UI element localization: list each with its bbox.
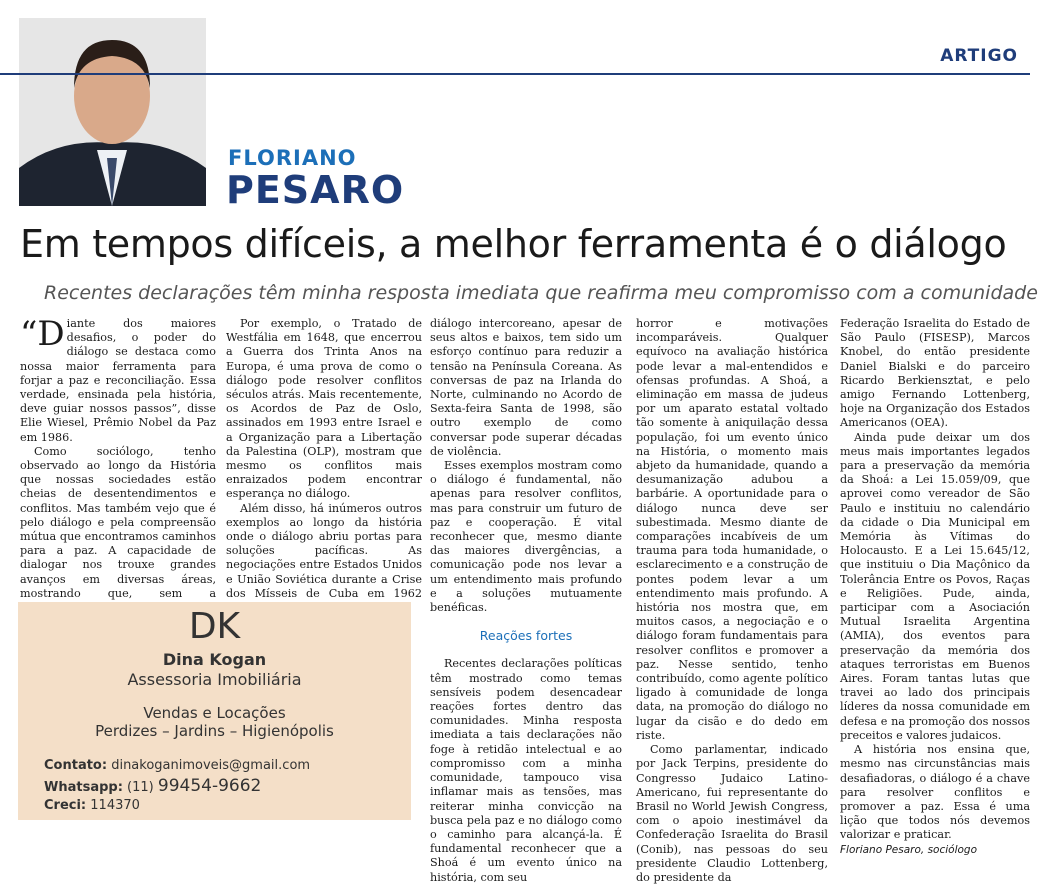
author-signature: Floriano Pesaro, sociólogo xyxy=(840,843,978,856)
ad-areas: Perdizes – Jardins – Higienópolis xyxy=(95,722,334,740)
paragraph: diálogo intercoreano, apesar de seus altos e baixos, tem sido um esforço contínuo para reduzir a tensão na Península Coreana. As conversas de paz na Irlanda do Norte, culminando no Acordo de Sexta-feira Santa de 1998, são outro exemplo de como conversar pode superar décadas de violência. xyxy=(430,317,622,458)
ad-contact xyxy=(44,758,310,773)
article-column-2 xyxy=(226,317,422,615)
article-column-5 xyxy=(840,317,1030,857)
ad-creci xyxy=(44,798,140,813)
ad-role: Assessoria Imobiliária xyxy=(127,670,302,689)
author-last-name: PESARO xyxy=(226,168,405,212)
section-label: ARTIGO xyxy=(940,46,1018,66)
paragraph: “Diante dos maiores desafios, o poder do diálogo se destaca como nossa maior ferramenta para forjar a paz e reconciliação. Essa verdade, ensinada pela história, deve guiar nossos passos”, disse Elie Wiesel, Prêmio Nobel da Paz em 1986. xyxy=(20,314,216,444)
ad-creci-label: Creci: xyxy=(44,798,87,813)
author-portrait-icon xyxy=(19,18,206,206)
article-column-1 xyxy=(20,314,216,629)
paragraph: Além disso, há inúmeros outros exemplos ao longo da história onde o diálogo abriu portas para soluções pacíficas. As negociações entre Estados Unidos e União Soviética durante a Crise dos Mísseis de Cuba em 1962 xyxy=(226,501,422,600)
article-subhead: Recentes declarações têm minha resposta imediata que reafirma meu compromisso com a comunidade xyxy=(44,282,1038,304)
paragraph: Como sociólogo, tenho observado ao longo da História que nossas sociedades estão cheias de desentendimentos e conflitos. Mas também vejo que é pelo diálogo e pela compreensão mútua que encontramos caminhos para a paz. A capacidade de dialogar nos trouxe grandes avanços em diversas áreas, mostrando que, sem a xyxy=(20,444,216,600)
ad-contact-label: Contato: xyxy=(44,758,108,773)
advertisement xyxy=(18,602,411,820)
paragraph: horror e motivações incomparáveis. Qualquer equívoco na avaliação histórica pode levar a mal-entendidos e ofensas profundas. A Shoá, a eliminação em massa de judeus por um aparato estatal voltado tão somente à aniquilação dessa população, foi um evento único na História, o momento mais abjeto da humanidade, quando a desumanização adubou a barbárie. A oportunidade para o diálogo nunca deve ser subestimada. Mesmo diante de comparações incabíveis de um trauma para toda humanidade, o esclarecimento e a construção de pontes podem levar a um entendimento mais profundo. A história nos mostra que, em muitos casos, a negociação e o diálogo foram fundamentais para resolver conflitos e promover a paz. Nesse sentido, tenho contribuído, como agente político ligado à comunidade de longa data, na promoção do diálogo no lugar da cisão e do dedo em riste. xyxy=(636,317,828,742)
paragraph: Por exemplo, o Tratado de Westfália em 1648, que encerrou a Guerra dos Trinta Anos na Europa, é uma prova de como o diálogo pode resolver conflitos séculos atrás. Mais recentemente, os Acordos de Paz de Oslo, assinados em 1993 entre Israel e a Organização para a Libertação da Palestina (OLP), mostram que mesmo os conflitos mais enraizados podem encontrar esperança no diálogo. xyxy=(226,317,422,501)
ad-whatsapp-label: Whatsapp: xyxy=(44,780,123,795)
section-rule xyxy=(0,73,1030,75)
paragraph: Recentes declarações políticas têm mostrado como temas sensíveis podem desencadear reações fortes dentro das comunidades. Minha resposta imediata a tais declarações não foge à retidão intelectual e ao compromisso com a minha comunidade, tampouco visa inflamar mais as tensões, mas reiterar minha convicção na busca pela paz e no diálogo como o caminho para alcançá-la. É fundamental reconhecer que a Shoá é um evento único na história, com seu xyxy=(430,657,622,884)
author-first-name: FLORIANO xyxy=(228,146,357,170)
article-column-4 xyxy=(636,317,828,885)
ad-email: dinakoganimoveis@gmail.com xyxy=(111,758,311,773)
paragraph: A história nos ensina que, mesmo nas circunstâncias mais desafiadoras, o diálogo é a chave para resolver conflitos e promover a paz. Essa é uma lição que todos nós devemos valorizar e praticar. xyxy=(840,743,1030,842)
author-photo xyxy=(19,18,206,206)
ad-logo: DK xyxy=(188,606,241,647)
drop-cap: “D xyxy=(20,314,65,354)
ad-name: Dina Kogan xyxy=(162,650,267,669)
ad-creci-value: 114370 xyxy=(90,798,140,813)
ad-whatsapp-prefix: (11) xyxy=(127,780,154,795)
paragraph: Como parlamentar, indicado por Jack Terpins, presidente do Congresso Judaico Latino-Americano, fui representante do Brasil no World Jewish Congress, com o apoio inestimável da Confederação Israelita do Brasil (Conib), nas pessoas do seu presidente Claudio Lottenberg, do presidente da xyxy=(636,743,828,884)
section-subtitle: Reações fortes xyxy=(479,628,573,644)
paragraph: Ainda pude deixar um dos meus mais importantes legados para a preservação da memória da Shoá: a Lei 15.059/09, que aprovei como vereador de São Paulo e instituiu no calendário da cidade o Dia Municipal em Memória às Vítimas do Holocausto. E a Lei 15.645/12, que instituiu o Dia Maçônico da Tolerância Entre os Povos, Raças e Religiões. Pude, ainda, participar com a Asociación Mutual Israelita Argentina (AMIA), dos eventos para preservação da memória dos ataques terroristas em Buenos Aires. Foram tantas lutas que travei ao lado dos principais líderes da nossa comunidade em defesa e na promoção dos nossos preceitos e valores judaicos. xyxy=(840,430,1030,742)
article-headline: Em tempos difíceis, a melhor ferramenta é o diálogo xyxy=(20,222,1007,266)
ad-service: Vendas e Locações xyxy=(143,704,286,722)
article-column-3 xyxy=(430,317,622,885)
paragraph: Federação Israelita do Estado de São Paulo (FISESP), Marcos Knobel, do então presidente Daniel Bialski e do parceiro Ricardo Berkiensztat, e pelo amigo Fernando Lottenberg, hoje na Organização dos Estados Americanos (OEA). xyxy=(840,317,1030,430)
ad-whatsapp xyxy=(44,776,261,796)
ad-whatsapp-number: 99454-9662 xyxy=(157,776,262,796)
paragraph: Esses exemplos mostram como o diálogo é fundamental, não apenas para resolver conflitos, mas para construir um futuro de paz e cooperação. É vital reconhecer que, mesmo diante das maiores divergências, a comunicação pode nos levar a um entendimento mais profundo e a soluções mutuamente benéficas. xyxy=(430,459,622,615)
